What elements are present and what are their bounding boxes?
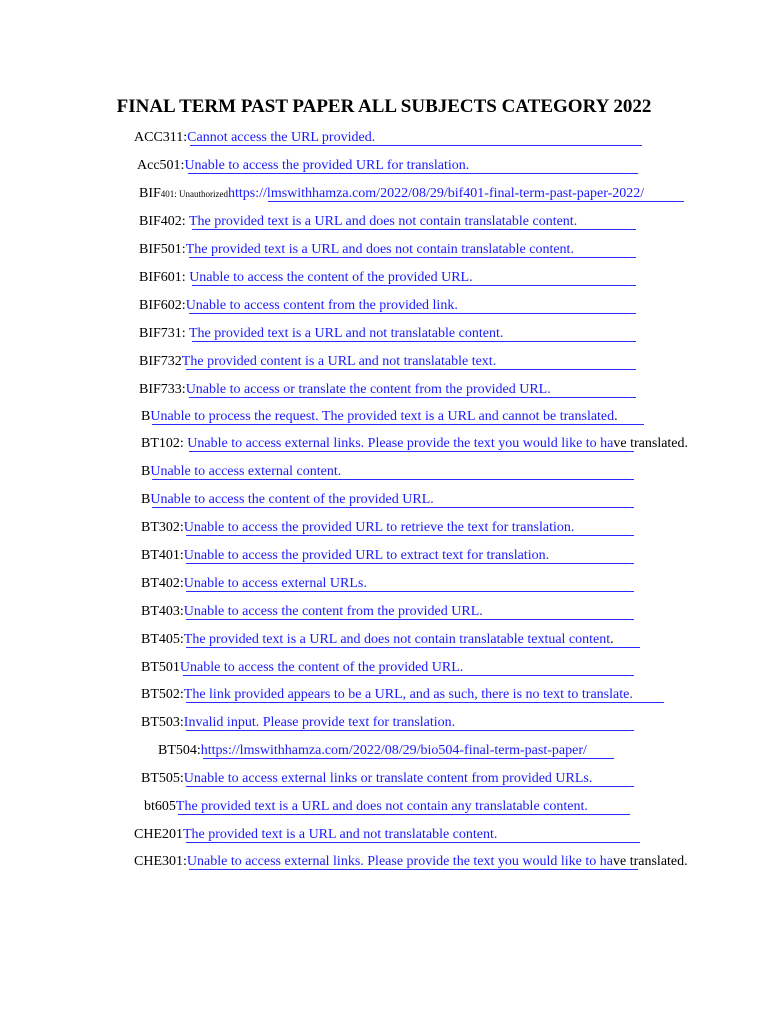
entry-link[interactable]: https://lmswithhamza.com/2022/08/29/bio504-final-term-past-paper/ (200, 743, 587, 758)
entry-link[interactable]: Unable to process the request. The provided text is a URL and cannot be translated (150, 409, 615, 424)
link-underline (190, 145, 642, 146)
subject-code: BT502: (141, 687, 184, 702)
link-underline (152, 507, 634, 508)
link-underline (186, 702, 664, 703)
subject-code: ACC311: (134, 130, 188, 145)
link-underline (186, 563, 634, 564)
subject-code: bt605 (144, 799, 176, 814)
link-underline (268, 201, 684, 202)
subject-code: BIF733: (139, 382, 186, 397)
subject-code: CHE201 (134, 827, 183, 842)
link-underline (189, 869, 638, 870)
entry-link[interactable]: Unable to access external content. (150, 464, 342, 479)
subject-code: B (141, 464, 151, 479)
entry-link[interactable]: Unable to access external URLs. (183, 576, 367, 591)
link-underline (189, 397, 636, 398)
entry-tail-text: . (614, 409, 618, 424)
entry-link[interactable]: The provided text is a URL and does not contain translatable content. (185, 242, 574, 257)
entry-link[interactable]: Unable to access content from the provided link. (185, 298, 458, 313)
subject-code: BIF731: (139, 326, 189, 341)
subject-code: BT501 (141, 660, 180, 675)
subject-code: BT402: (141, 576, 184, 591)
entry-tail-text: . (610, 632, 614, 647)
subject-code: BIF501: (139, 242, 186, 257)
entry-tail-text: ve translated. (613, 854, 688, 869)
subject-code: BT505: (141, 771, 184, 786)
entry-tail-text: ve translated. (613, 436, 689, 451)
subject-code: B (141, 409, 151, 424)
link-underline (192, 341, 636, 342)
subject-code: BIF602: (139, 298, 186, 313)
link-underline (186, 842, 640, 843)
link-underline (152, 479, 634, 480)
entry-link[interactable]: The provided content is a URL and not translatable text. (181, 354, 497, 369)
entry-link[interactable]: The provided text is a URL and does not contain translatable content. (188, 214, 578, 229)
subject-code: BIF732 (139, 354, 182, 369)
subject-code: BIF (139, 186, 161, 201)
entry-link[interactable]: The provided text is a URL and does not contain translatable textual content (183, 632, 611, 647)
entry-link[interactable]: Unable to access the provided URL to retrieve the text for translation. (183, 520, 575, 535)
link-underline (178, 814, 630, 815)
entry-link[interactable]: Unable to access or translate the content from the provided URL. (185, 382, 551, 397)
link-underline (186, 730, 634, 731)
link-underline (183, 675, 634, 676)
link-underline (203, 758, 614, 759)
link-underline (189, 257, 636, 258)
subject-code: BT504: (158, 743, 201, 758)
link-underline (189, 313, 636, 314)
entry-link[interactable]: Cannot access the URL provided. (187, 130, 376, 145)
entry-link[interactable]: Unable to access the content of the provided URL. (189, 270, 473, 285)
entry-link[interactable]: The provided text is a URL and does not contain any translatable content. (175, 799, 588, 814)
link-underline (186, 647, 640, 648)
link-underline (186, 369, 636, 370)
link-underline (186, 619, 634, 620)
entry-link[interactable]: Unable to access the content from the provided URL. (183, 604, 483, 619)
subject-code: CHE301: (134, 854, 187, 869)
subject-code: BT102: (141, 436, 188, 451)
link-underline (192, 285, 636, 286)
subject-code: BIF601: (139, 270, 190, 285)
entry-link[interactable]: Unable to access external links. Please provide the text you would like to ha (186, 854, 613, 869)
subject-code: B (141, 492, 151, 507)
entry-link[interactable]: Unable to access the provided URL for translation. (184, 158, 470, 173)
entry-link[interactable]: The provided text is a URL and not translatable content. (188, 326, 504, 341)
entry-link[interactable]: Invalid input. Please provide text for translation. (183, 715, 456, 730)
link-underline (189, 451, 634, 452)
subject-code: BT401: (141, 548, 184, 563)
subject-code-note: 401: Unauthorized (160, 189, 229, 199)
link-underline (186, 786, 634, 787)
entry-link[interactable]: Unable to access external links. Please provide the text you would like to ha (187, 436, 614, 451)
link-underline (186, 591, 634, 592)
entry-link[interactable]: The link provided appears to be a URL, and as such, there is no text to translate. (183, 687, 633, 702)
entry-link[interactable]: Unable to access the content of the provided URL. (150, 492, 434, 507)
subject-code: Acc501: (137, 158, 185, 173)
link-underline (186, 535, 634, 536)
page-title: FINAL TERM PAST PAPER ALL SUBJECTS CATEGORY 2022 (116, 96, 652, 117)
entry-link[interactable]: Unable to access the content of the provided URL. (179, 660, 464, 675)
subject-code: BT403: (141, 604, 184, 619)
entry-link[interactable]: The provided text is a URL and not translatable content. (183, 827, 498, 842)
link-underline (152, 424, 644, 425)
entry-link[interactable]: Unable to access the provided URL to extract text for translation. (183, 548, 550, 563)
link-underline (188, 173, 638, 174)
subject-code: BT302: (141, 520, 184, 535)
entry-link[interactable]: Unable to access external links or translate content from provided URLs. (183, 771, 593, 786)
subject-code: BT503: (141, 715, 184, 730)
link-underline (192, 229, 636, 230)
entry-link[interactable]: https://lmswithhamza.com/2022/08/29/bif401-final-term-past-paper-2022/ (228, 186, 645, 201)
subject-code: BT405: (141, 632, 184, 647)
subject-code: BIF402: (139, 214, 189, 229)
